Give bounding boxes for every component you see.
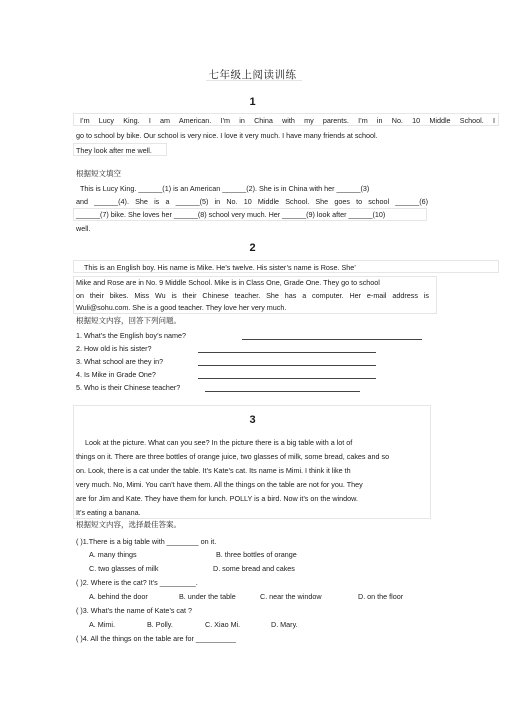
s3-question-1: ( )1.There is a big table with ________ on it. — [76, 537, 217, 546]
section-3-number: 3 — [249, 414, 256, 426]
s2-question-2: 2. How old is his sister? — [76, 344, 152, 353]
page-title: 七年级上阅读训练 — [208, 69, 297, 81]
s3-passage-line-5: are for Jim and Kate. They have them for lunch. POLLY is a bird. Now it’s on the window. — [76, 494, 358, 503]
section-2-number: 2 — [249, 242, 256, 254]
s1-passage-line-1: I’m Lucy King. I am American. I’m in China with my parents. I’m in No. 10 Middle School. I — [80, 116, 495, 125]
s2-answer-line-2[interactable] — [198, 352, 376, 353]
s3-passage-line-1: Look at the picture. What can you see? In the picture there is a big table with a lot of — [85, 438, 353, 447]
s3-q3-option-d[interactable]: D. Mary. — [271, 620, 298, 629]
s2-answer-line-1[interactable] — [242, 339, 422, 340]
s2-passage-line-1: This is an English boy. His name is Mike. He’s twelve. His sister’s name is Rose. She’ — [84, 263, 356, 272]
s3-q1-option-c[interactable]: C. two glasses of milk — [89, 564, 159, 573]
section-1-number: 1 — [249, 96, 256, 108]
s3-q2-option-b[interactable]: B. under the table — [179, 592, 236, 601]
s3-passage-line-2: things on it. There are three bottles of orange juice, two glasses of milk, some bread, cakes and so — [76, 452, 390, 461]
s3-question-2: ( )2. Where is the cat? It’s _________. — [76, 578, 198, 587]
s3-q1-option-b[interactable]: B. three bottles of orange — [216, 550, 297, 559]
s1-passage-line-3: They look after me well. — [76, 146, 152, 155]
s1-fill-line-4: well. — [76, 224, 91, 233]
title-underline — [206, 80, 302, 81]
s1-fill-line-2: and ______(4). She is a ______(5) in No. 10 Middle School. She goes to school ______(6) — [76, 197, 428, 206]
s2-passage-line-3: on their bikes. Miss Wu is their Chinese teacher. She has a computer. Her e-mail address is — [76, 291, 429, 300]
s2-passage-frame — [73, 276, 437, 314]
s2-question-4: 4. Is Mike in Grade One? — [76, 370, 156, 379]
s3-q3-option-b[interactable]: B. Polly. — [147, 620, 173, 629]
s3-q3-option-a[interactable]: A. Mimi. — [89, 620, 115, 629]
s3-q1-option-a[interactable]: A. many things — [89, 550, 137, 559]
s3-instruction: 根据短文内容，选择最佳答案。 — [76, 520, 181, 529]
s2-question-1: 1. What’s the English boy’s name? — [76, 331, 187, 340]
s1-fill-frame — [73, 208, 427, 221]
s3-q2-option-a[interactable]: A. behind the door — [89, 592, 148, 601]
s2-answer-line-3[interactable] — [198, 365, 376, 366]
s2-answer-line-4[interactable] — [198, 378, 376, 379]
s3-q2-option-d[interactable]: D. on the floor — [358, 592, 404, 601]
s2-question-5: 5. Who is their Chinese teacher? — [76, 383, 181, 392]
s3-q1-option-d[interactable]: D. some bread and cakes — [213, 564, 295, 573]
s2-question-3: 3. What school are they in? — [76, 357, 164, 366]
s2-passage-line-4: Wuli@sohu.com. She is a good teacher. They love her very much. — [76, 303, 287, 312]
s3-q2-option-c[interactable]: C. near the window — [260, 592, 322, 601]
s3-question-4: ( )4. All the things on the table are for __________ — [76, 634, 236, 643]
s3-passage-line-6: It’s eating a banana. — [76, 508, 141, 517]
s1-line3-frame — [73, 143, 167, 156]
s1-passage-line-2: go to school by bike. Our school is very nice. I love it very much. I have many friends at school. — [76, 131, 378, 140]
s2-passage-line-2: Mike and Rose are in No. 9 Middle School. Mike is in Class One, Grade One. They go to school — [76, 278, 380, 287]
s2-instruction: 根据短文内容，回答下列问题。 — [76, 316, 181, 325]
s3-q3-option-c[interactable]: C. Xiao Mi. — [205, 620, 241, 629]
s2-line1-frame — [73, 260, 499, 273]
s2-answer-line-5[interactable] — [205, 391, 360, 392]
s1-instruction: 根据短文填空 — [76, 169, 121, 178]
s3-question-3: ( )3. What’s the name of Kate’s cat ? — [76, 606, 192, 615]
s3-passage-line-3: on. Look, there is a cat under the table. It’s Kate’s cat. Its name is Mimi. I think it like th — [76, 466, 351, 475]
s1-fill-line-3: ______(7) bike. She loves her ______(8) school very much. Her ______(9) look after ______(10) — [76, 210, 386, 219]
s3-passage-line-4: very much. No, Mimi. You can’t have them. All the things on the table are not for you. They — [76, 480, 363, 489]
s1-fill-line-1: This is Lucy King. ______(1) is an American ______(2). She is in China with her ______(3) — [80, 184, 370, 193]
